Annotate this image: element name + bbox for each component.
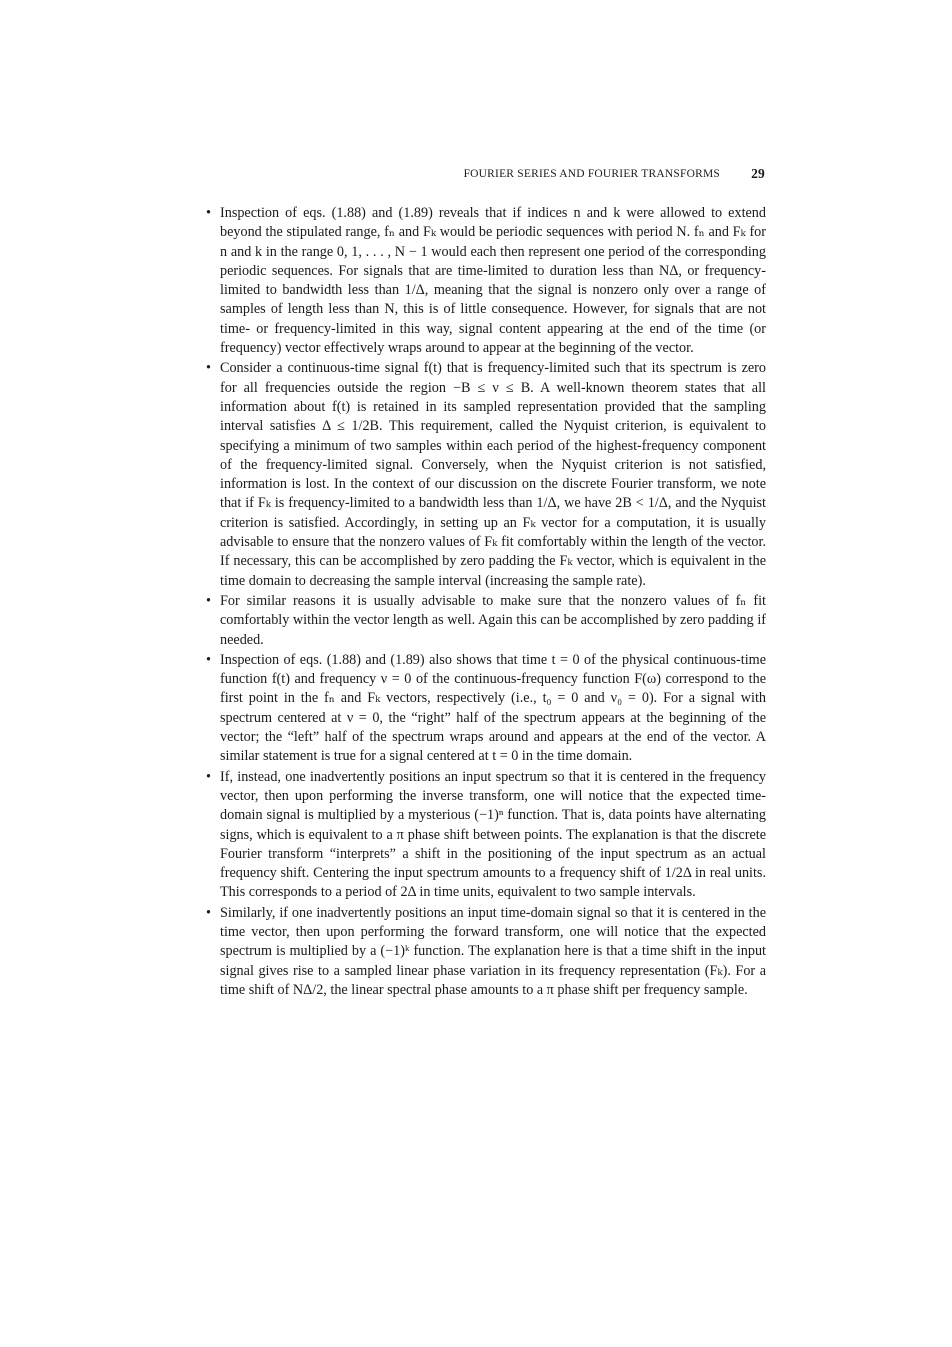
bullet-text: Similarly, if one inadvertently positions an input time-domain signal so that it is centered in the time vector, then upon performing the forward transform, one will notice that the expected spectrum is multiplied by a (−1)ᵏ function. The explanation here is that a time shift in the input signal gives rise to a sampled linear phase variation in its frequency representation (Fₖ). For a time shift of NΔ/2, the linear spectral phase amounts to a π phase shift per frequency sample. [220,904,766,998]
bullet-marker: • [206,904,211,921]
bullet-text: If, instead, one inadvertently positions an input spectrum so that it is centered in the frequency vector, then upon performing the inverse transform, one will notice that the expected time-domain signal is multiplied by a mysterious (−1)ⁿ function. That is, data points have alternating signs, which is equivalent to a π phase shift between points. The explanation is that the discrete Fourier transform “interprets” a shift in the positioning of the input spectrum as an actual frequency shift. Centering the input spectrum amounts to a frequency shift of 1/2Δ in real units. This corresponds to a period of 2Δ in time units, equivalent to two sample intervals. [220,768,766,901]
bullet-marker: • [206,768,211,785]
bullet-marker: • [206,592,211,609]
bullet-text: Inspection of eqs. (1.88) and (1.89) reveals that if indices n and k were allowed to extend beyond the stipulated range, fₙ and Fₖ would be periodic sequences with period N. fₙ and Fₖ for n and k in the range 0, 1, . . . , N − 1 would each then represent one period of the corresponding periodic sequences. For signals that are time-limited to duration less than NΔ, or frequency-limited to bandwidth less than 1/Δ, meaning that the signal is nonzero only over a range of samples of length less than N, this is of little consequence. However, for signals that are not time- or frequency-limited in this way, signal content appearing at the end of the time (or frequency) vector effectively wraps around to appear at the beginning of the vector. [220,205,766,357]
bullet-text: For similar reasons it is usually advisable to make sure that the nonzero values of fₙ fit comfortably within the vector length as well. Again this can be accomplished by zero padding if needed. [220,592,766,648]
bullet-text: Consider a continuous-time signal f(t) that is frequency-limited such that its spectrum is zero for all frequencies outside the region −B ≤ ν ≤ B. A well-known theorem states that all information about f(t) is retained in its sampled representation provided that the sampling interval satisfies Δ ≤ 1/2B. This requirement, called the Nyquist criterion, is equivalent to specifying a minimum of two samples within each period of the highest-frequency component of the frequency-limited signal. Conversely, when the Nyquist criterion is not satisfied, information is lost. In the context of our discussion on the discrete Fourier transform, we note that if Fₖ is frequency-limited to a bandwidth less than 1/Δ, we have 2B < 1/Δ, and the Nyquist criterion is satisfied. Accordingly, in setting up an Fₖ vector for a computation, it is usually advisable to ensure that the nonzero values of Fₖ fit comfortably within the length of the vector. If necessary, this can be accomplished by zero padding the Fₖ vector, which is equivalent in the time domain to decreasing the sample interval (increasing the sample rate). [220,360,766,589]
bullet-item-zero-padding [200,592,766,650]
bullet-item-origin [200,651,766,767]
bullet-item-centered-signal [200,904,766,1000]
bullet-text: Inspection of eqs. (1.88) and (1.89) also shows that time t = 0 of the physical continuous-time function f(t) and frequency ν = 0 of the continuous-frequency function F(ω) correspond to the first point in the fₙ and Fₖ vectors, respectively (i.e., t₀ = 0 and ν₀ = 0). For a signal with spectrum centered at ν = 0, the “right” half of the spectrum appears at the beginning of the vector; the “left” half of the spectrum wraps around and appears at the end of the vector. A similar statement is true for a signal centered at t = 0 in the time domain. [220,651,766,765]
bullet-marker: • [206,205,211,221]
page-number: 29 [751,166,765,181]
bullet-item-wraparound [200,204,766,358]
running-title: FOURIER SERIES AND FOURIER TRANSFORMS [463,168,720,180]
bullet-marker: • [206,651,211,668]
bullet-marker: • [206,360,211,377]
bullet-list [200,204,766,1001]
bullet-item-centered-spectrum [200,768,766,903]
running-header [200,166,765,186]
bullet-item-nyquist [200,359,766,591]
